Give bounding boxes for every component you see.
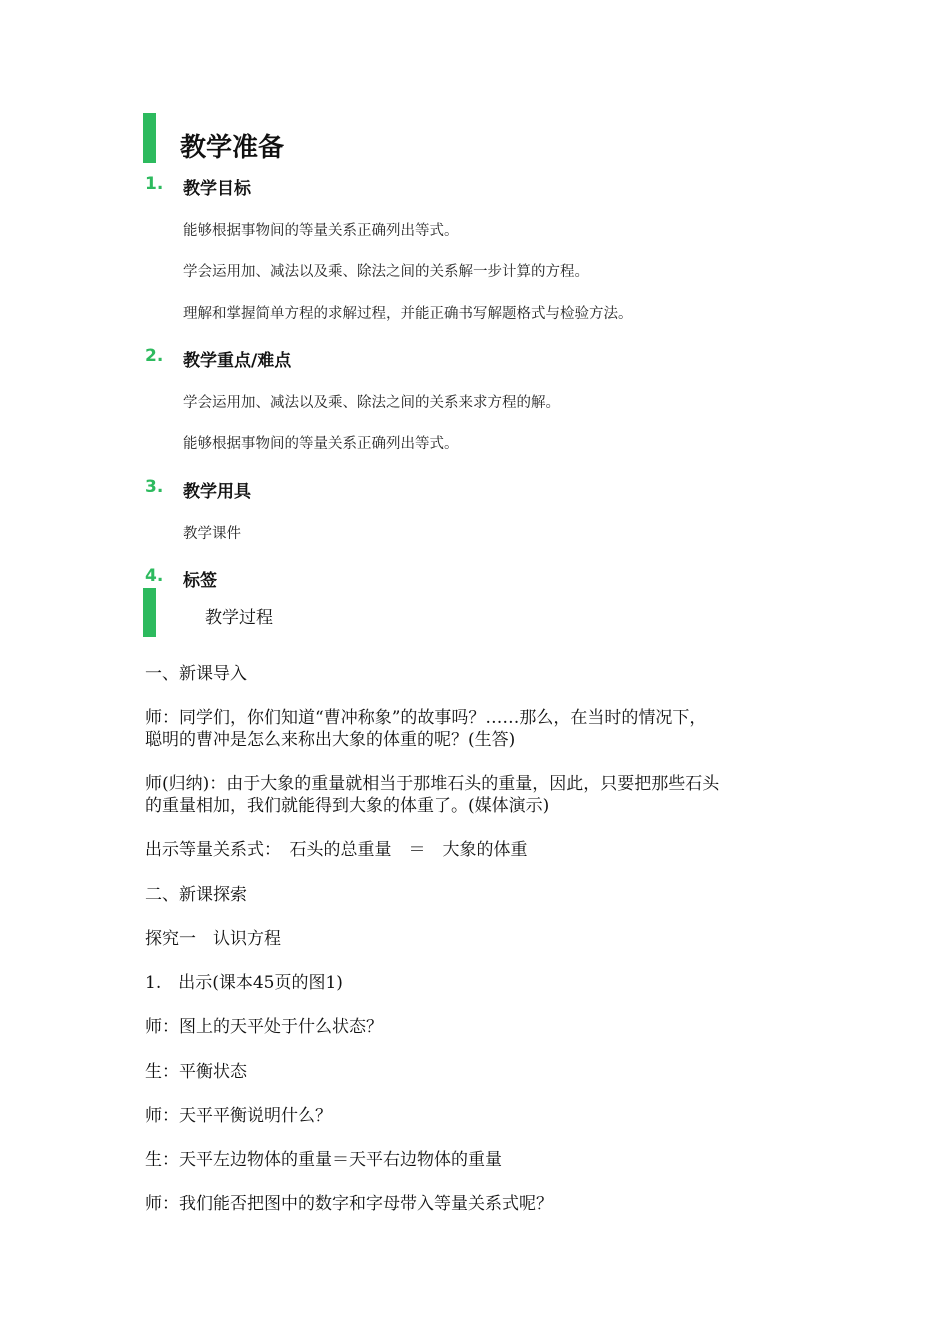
paragraph: 学会运用加、减法以及乘、除法之间的关系解一步计算的方程。 [183,264,589,280]
section-number: 1. [145,174,164,194]
paragraph: 生：天平左边物体的重量＝天平右边物体的重量 [145,1150,502,1170]
section-heading: 教学重点/难点 [183,351,292,371]
paragraph: 教学课件 [183,526,241,542]
section-heading: 标签 [183,571,217,591]
page-title: 教学准备 [180,133,285,163]
paragraph: 的重量相加，我们就能得到大象的体重了。(媒体演示) [145,796,550,816]
section-heading: 教学用具 [183,482,251,502]
paragraph: 出示等量关系式： 石头的总重量 ＝ 大象的体重 [145,840,528,860]
section-number: 2. [145,346,164,366]
paragraph: 学会运用加、减法以及乘、除法之间的关系来求方程的解。 [183,395,560,411]
paragraph: 师：同学们，你们知道“曹冲称象”的故事吗？……那么，在当时的情况下， [145,708,707,728]
paragraph: 二、新课探索 [145,885,247,905]
section-number: 4. [145,566,164,586]
paragraph: 师(归纳)：由于大象的重量就相当于那堆石头的重量，因此，只要把那些石头 [145,774,720,794]
paragraph: 师：天平平衡说明什么？ [145,1106,332,1126]
paragraph: 师：我们能否把图中的数字和字母带入等量关系式呢？ [145,1194,553,1214]
section-accent-bar [143,588,156,637]
section-number: 3. [145,477,164,497]
paragraph: 探究一 认识方程 [145,929,281,949]
paragraph: 生：平衡状态 [145,1062,247,1082]
section-accent-bar [143,113,156,163]
paragraph: 能够根据事物间的等量关系正确列出等式。 [183,223,459,239]
paragraph: 理解和掌握简单方程的求解过程，并能正确书写解题格式与检验方法。 [183,306,633,322]
paragraph: 聪明的曹冲是怎么来称出大象的体重的呢？(生答) [145,730,516,750]
paragraph: 能够根据事物间的等量关系正确列出等式。 [183,436,459,452]
paragraph: 一、新课导入 [145,664,247,684]
paragraph: 1. 出示(课本45页的图1) [145,973,343,993]
process-title: 教学过程 [205,608,273,628]
paragraph: 师：图上的天平处于什么状态？ [145,1017,383,1037]
section-heading: 教学目标 [183,179,251,199]
